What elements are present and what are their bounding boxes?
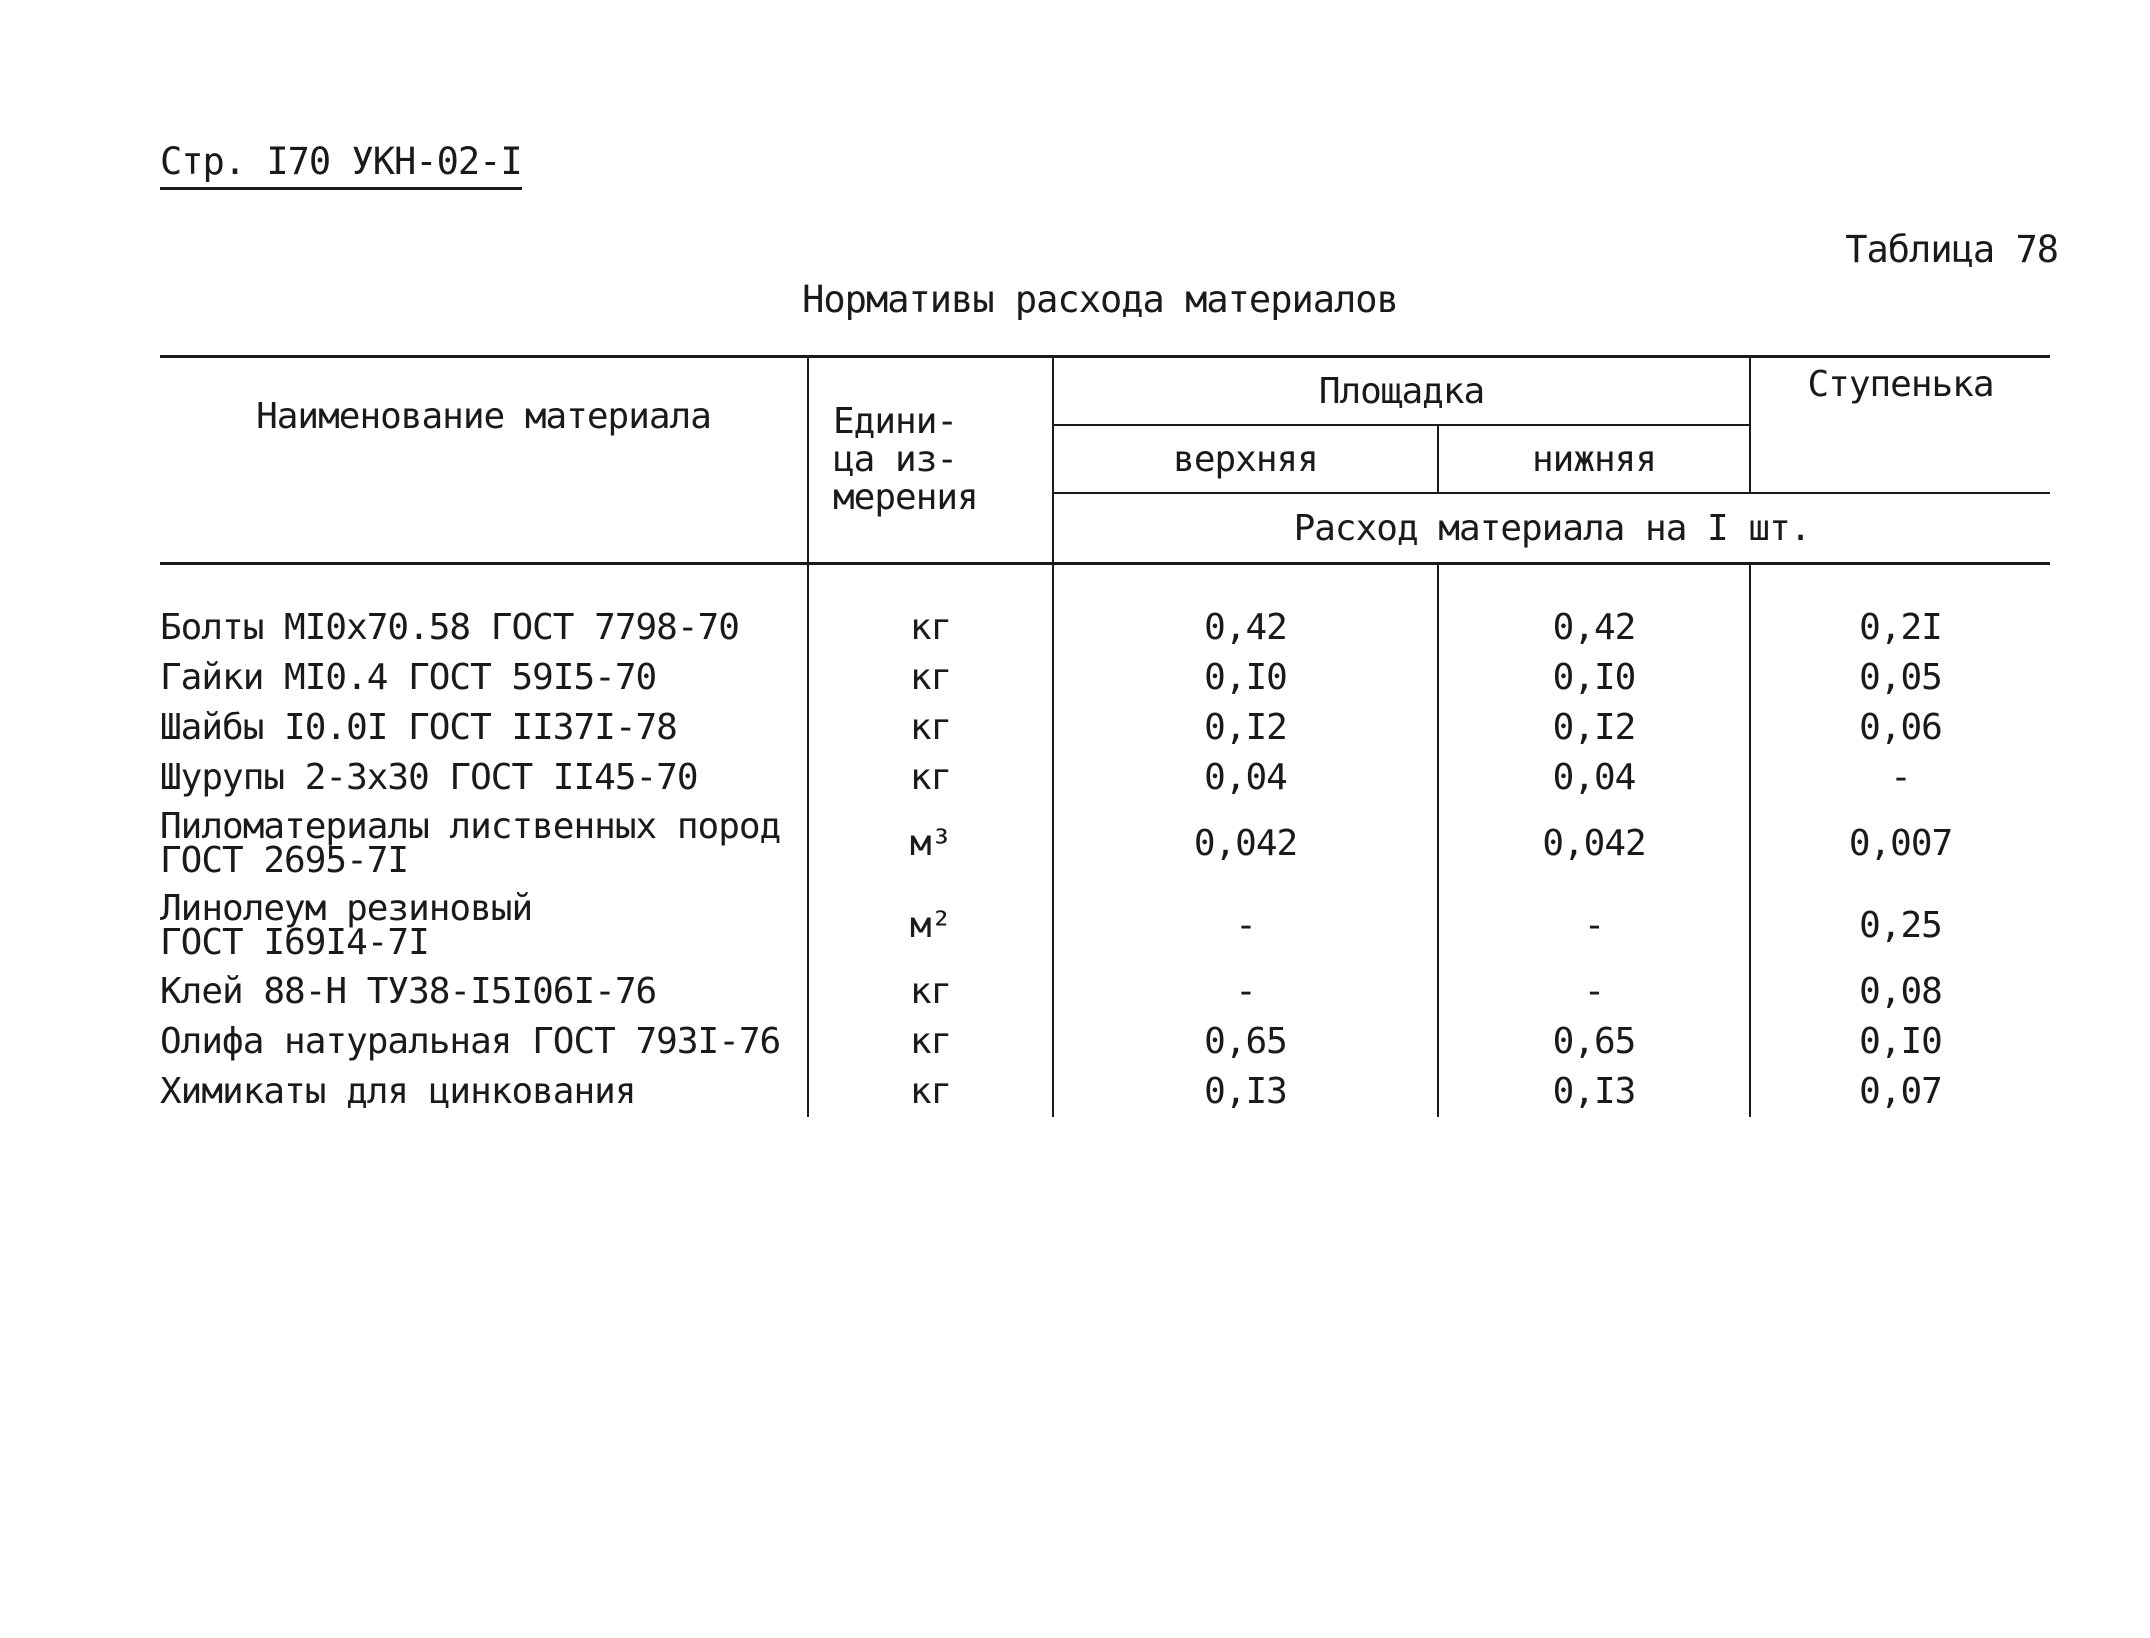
materials-table [160, 355, 2050, 1117]
page-reference: Стр. I70 УКН-02-I [160, 140, 522, 190]
unit-cell: м³ [808, 803, 1053, 885]
lower-platform-value: 0,65 [1438, 1017, 1750, 1067]
step-value: - [1750, 753, 2050, 803]
table-row [160, 564, 2050, 654]
table-title: Нормативы расхода материалов [802, 278, 1398, 321]
column-header-unit: Едини- ца из- мерения [808, 357, 1053, 564]
lower-platform-value: 0,I0 [1438, 653, 1750, 703]
table-row [160, 653, 2050, 703]
table-row [160, 967, 2050, 1017]
unit-cell: кг [808, 1017, 1053, 1067]
material-name-cell: Химикаты для цинкования [160, 1071, 636, 1112]
unit-cell: кг [808, 1067, 1053, 1117]
unit-cell: кг [808, 653, 1053, 703]
material-name-cell: Линолеум резиновый ГОСТ I69I4-7I [160, 888, 533, 963]
step-value: 0,25 [1750, 885, 2050, 967]
unit-cell: кг [808, 753, 1053, 803]
unit-cell: кг [808, 703, 1053, 753]
table-row [160, 1067, 2050, 1117]
upper-platform-value: 0,I3 [1053, 1067, 1438, 1117]
lower-platform-value: 0,042 [1438, 803, 1750, 885]
upper-platform-value: 0,04 [1053, 753, 1438, 803]
step-value: 0,007 [1750, 803, 2050, 885]
material-name-cell: Олифа натуральная ГОСТ 793I-76 [160, 1021, 781, 1062]
material-name-cell: Клей 88-Н ТУ38-I5I06I-76 [160, 971, 657, 1012]
upper-platform-value: 0,I2 [1053, 703, 1438, 753]
lower-platform-value: - [1438, 967, 1750, 1017]
upper-platform-value: 0,42 [1053, 564, 1438, 654]
unit-cell: м² [808, 885, 1053, 967]
lower-platform-value: 0,I3 [1438, 1067, 1750, 1117]
unit-cell: кг [808, 564, 1053, 654]
material-name-cell: Шайбы I0.0I ГОСТ II37I-78 [160, 707, 677, 748]
material-name-cell: Пиломатериалы лиственных пород ГОСТ 2695-7I [160, 806, 781, 881]
material-name-cell: Гайки MI0.4 ГОСТ 59I5-70 [160, 657, 657, 698]
table-row [160, 753, 2050, 803]
step-value: 0,08 [1750, 967, 2050, 1017]
material-name-cell: Шурупы 2-3x30 ГОСТ II45-70 [160, 757, 698, 798]
step-value: 0,05 [1750, 653, 2050, 703]
table-row [160, 803, 2050, 885]
column-header-upper: верхняя [1053, 425, 1438, 493]
upper-platform-value: 0,042 [1053, 803, 1438, 885]
lower-platform-value: 0,04 [1438, 753, 1750, 803]
step-value: 0,2I [1750, 564, 2050, 654]
upper-platform-value: - [1053, 885, 1438, 967]
step-value: 0,06 [1750, 703, 2050, 753]
step-value: 0,07 [1750, 1067, 2050, 1117]
lower-platform-value: 0,I2 [1438, 703, 1750, 753]
table-body [160, 564, 2050, 1118]
lower-platform-value: - [1438, 885, 1750, 967]
table-row [160, 885, 2050, 967]
column-header-name: Наименование материала [256, 396, 711, 437]
upper-platform-value: 0,I0 [1053, 653, 1438, 703]
upper-platform-value: - [1053, 967, 1438, 1017]
table-row [160, 703, 2050, 753]
material-name-cell: Болты MI0x70.58 ГОСТ 7798-70 [160, 607, 739, 648]
consumption-caption: Расход материала на I шт. [1053, 493, 2050, 564]
column-header-lower: нижняя [1438, 425, 1750, 493]
lower-platform-value: 0,42 [1438, 564, 1750, 654]
upper-platform-value: 0,65 [1053, 1017, 1438, 1067]
step-value: 0,I0 [1750, 1017, 2050, 1067]
column-header-step: Ступенька [1750, 357, 2050, 494]
table-number: Таблица 78 [1845, 228, 2058, 271]
table-row [160, 1017, 2050, 1067]
column-group-platform: Площадка [1053, 357, 1750, 426]
unit-cell: кг [808, 967, 1053, 1017]
